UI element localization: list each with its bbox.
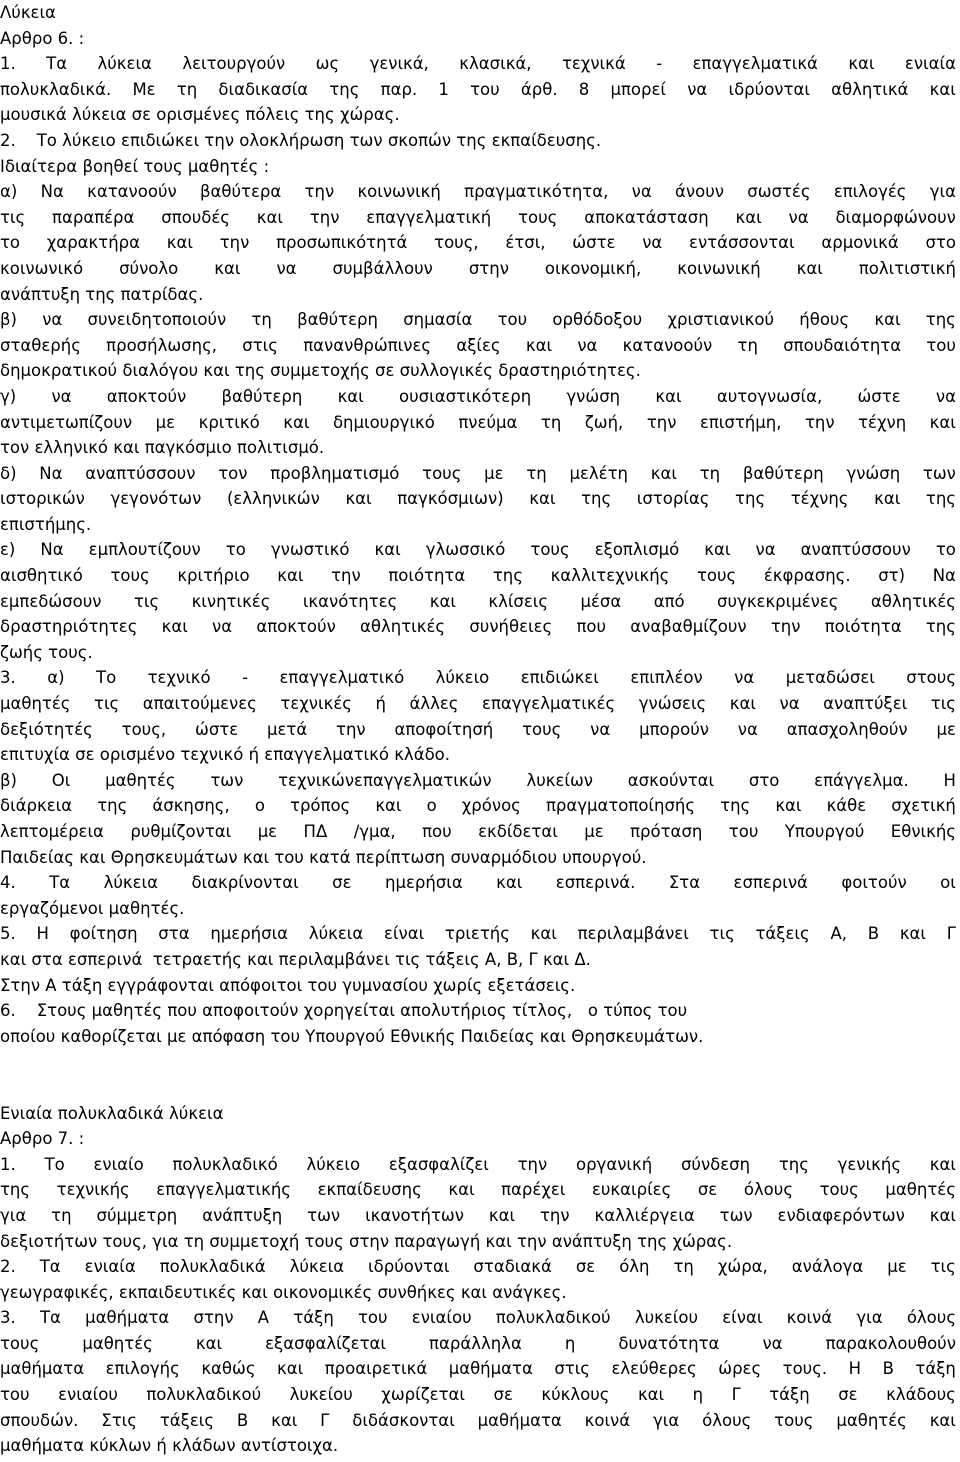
text-line: δεξιοτήτων τους, για τη συμμετοχή τους στην παραγωγή και την ανάπτυξη της χώρας. <box>0 1231 733 1251</box>
text-line: επιστήμης. <box>0 514 92 534</box>
section-eniaia-polykladika <box>0 1101 956 1459</box>
text-line: αντιμετωπίζουν με κριτικό και δημιουργικό πνεύμα τη ζωή, την επιστήμη, την τέχνη και <box>0 412 956 432</box>
text-line: ζωής τους. <box>0 642 93 662</box>
text-line: τις παραπέρα σπουδές και την επαγγελματική τους αποκατάσταση και να διαμορφώνουν <box>0 207 956 227</box>
article-body <box>0 51 956 1049</box>
text-line: σπουδών. Στις τάξεις Β και Γ διδάσκονται μαθήματα κοινά για όλους τους μαθητές και <box>0 1410 956 1430</box>
text-line: 1. Το ενιαίο πολυκλαδικό λύκειο εξασφαλίζει την οργανική σύνδεση της γενικής και <box>0 1154 956 1174</box>
text-line: κοινωνικό σύνολο και να συμβάλλουν στην οικονομική, κοινωνική και πολιτιστική <box>0 258 956 278</box>
text-line: αισθητικό τους κριτήριο και την ποιότητα της καλλιτεχνικής τους έκφρασης. στ) Να <box>0 566 956 586</box>
text-line: Ιδιαίτερα βοηθεί τους μαθητές : <box>0 156 270 176</box>
text-line: 6. Στους μαθητές που αποφοιτούν χορηγείται απολυτήριος τίτλος, ο τύπος του <box>0 1001 688 1021</box>
text-line: μαθήματα επιλογής καθώς και προαιρετικά μαθήματα στις ελεύθερες ώρες τους. Η Β τάξη <box>0 1359 956 1379</box>
text-line: τον ελληνικό και παγκόσμιο πολιτισμό. <box>0 438 325 458</box>
text-line: 3. α) Το τεχνικό - επαγγελματικό λύκειο επιδιώκει επιπλέον να μεταδώσει στους <box>0 668 956 688</box>
text-line: οποίου καθορίζεται με απόφαση του Υπουργού Εθνικής Παιδείας και Θρησκευμάτων. <box>0 1026 704 1046</box>
text-line: για τη σύμμετρη ανάπτυξη των ικανοτήτων και την καλλιέργεια των ενδιαφερόντων και <box>0 1205 956 1225</box>
text-line: και στα εσπερινά τετραετής και περιλαμβάνει τις τάξεις Α, Β, Γ και Δ. <box>0 949 591 969</box>
text-line: δ) Να αναπτύσσουν τον προβληματισμό τους με τη μελέτη και τη βαθύτερη γνώση των <box>0 463 956 483</box>
article-body <box>0 1152 956 1459</box>
text-line: δημοκρατικού διαλόγου και της συμμετοχής σε συλλογικές δραστηριότητες. <box>0 361 641 381</box>
article-number: Αρθρο 7. : <box>0 1129 85 1149</box>
text-line: τους μαθητές και εξασφαλίζεται παράλληλα η δυνατότητα να παρακολουθούν <box>0 1333 956 1353</box>
text-line: δεξιότητές τους, ώστε μετά την αποφοίτησή τους να μπορούν να απασχοληθούν με <box>0 719 956 739</box>
text-line: επιτυχία σε ορισμένο τεχνικό ή επαγγελματικό κλάδο. <box>0 745 451 765</box>
text-line: β) να συνειδητοποιούν τη βαθύτερη σημασία του ορθόδοξου χριστιανικού ήθους και της <box>0 310 956 330</box>
text-line: 5. Η φοίτηση στα ημερήσια λύκεια είναι τριετής και περιλαμβάνει τις τάξεις Α, Β και Γ <box>0 924 956 944</box>
section-heading: Ενιαία πολυκλαδικά λύκεια <box>0 1103 224 1123</box>
section-heading: Λύκεια <box>0 3 56 22</box>
text-line: ιστορικών γεγονότων (ελληνικών και παγκόσμιων) και της ιστορίας της τέχνης και της <box>0 489 956 509</box>
text-line: το χαρακτήρα και την προσωπικότητά τους, έτσι, ώστε να εντάσσονται αρμονικά στο <box>0 233 956 253</box>
text-line: γ) να αποκτούν βαθύτερη και ουσιαστικότερη γνώση και αυτογνωσία, ώστε να <box>0 386 956 406</box>
text-line: Παιδείας και Θρησκευμάτων και του κατά περίπτωση συναρμόδιου υπουργού. <box>0 847 647 867</box>
text-line: γεωγραφικές, εκπαιδευτικές και οικονομικές συνθήκες και ανάγκες. <box>0 1282 567 1302</box>
text-line: 1. Τα λύκεια λειτουργούν ως γενικά, κλασικά, τεχνικά - επαγγελματικά και ενιαία <box>0 54 956 74</box>
text-line: σταθερής προσήλωσης, στις πανανθρώπινες αξίες και να κατανοούν τη σπουδαιότητα του <box>0 335 956 355</box>
text-line: του ενιαίου πολυκλαδικού λυκείου χωρίζεται σε κύκλους και η Γ τάξη σε κλάδους <box>0 1385 956 1405</box>
text-line: 2. Το λύκειο επιδιώκει την ολοκλήρωση των σκοπών της εκπαίδευσης. <box>0 130 602 150</box>
text-line: 3. Τα μαθήματα στην Α τάξη του ενιαίου πολυκλαδικού λυκείου είναι κοινά για όλους <box>0 1308 956 1328</box>
text-line: Στην Α τάξη εγγράφονται απόφοιτοι του γυμνασίου χωρίς εξετάσεις. <box>0 975 576 995</box>
text-line: μαθητές τις απαιτούμενες τεχνικές ή άλλες επαγγελματικές γνώσεις και να αναπτύξει τις <box>0 694 956 714</box>
text-line: πολυκλαδικά. Με τη διαδικασία της παρ. 1 του άρθ. 8 μπορεί να ιδρύονται αθλητικά και <box>0 79 956 99</box>
text-line: α) Να κατανοούν βαθύτερα την κοινωνική πραγματικότητα, να άνουν σωστές επιλογές για <box>0 182 956 202</box>
text-line: διάρκεια της άσκησης, ο τρόπος και ο χρόνος πραγματοποίησής της και κάθε σχετική <box>0 796 956 816</box>
text-line: ανάπτυξη της πατρίδας. <box>0 284 204 304</box>
text-line: εμπεδώσουν τις κινητικές ικανότητες και κλίσεις μέσα από συγκεκριμένες αθλητικές <box>0 591 956 611</box>
text-line: 2. Τα ενιαία πολυκλαδικά λύκεια ιδρύονται σταδιακά σε όλη τη χώρα, ανάλογα με τις <box>0 1257 956 1277</box>
text-line: της τεχνικής επαγγελματικής εκπαίδευσης και παρέχει ευκαιρίες σε όλους τους μαθητές <box>0 1180 956 1200</box>
text-line: εργαζόμενοι μαθητές. <box>0 898 185 918</box>
text-line: μαθήματα κύκλων ή κλάδων αντίστοιχα. <box>0 1436 339 1456</box>
text-line: μουσικά λύκεια σε ορισμένες πόλεις της χώρας. <box>0 105 400 125</box>
article-number: Αρθρο 6. : <box>0 28 85 48</box>
text-line: 4. Τα λύκεια διακρίνονται σε ημερήσια και εσπερινά. Στα εσπερινά φοιτούν οι <box>0 873 956 893</box>
text-line: ε) Να εμπλουτίζουν το γνωστικό και γλωσσικό τους εξοπλισμό και να αναπτύσσουν το <box>0 540 956 560</box>
text-line: β) Οι μαθητές των τεχνικώνεπαγγελματικών λυκείων ασκούνται στο επάγγελμα. Η <box>0 770 956 790</box>
section-spacer <box>0 1049 956 1100</box>
text-line: λεπτομέρεια ρυθμίζονται με ΠΔ /γμα, που εκδίδεται με πρόταση του Υπουργού Εθνικής <box>0 822 956 841</box>
text-line: δραστηριότητες και να αποκτούν αθλητικές συνήθειες που αναβαθμίζουν την ποιότητα της <box>0 617 956 637</box>
